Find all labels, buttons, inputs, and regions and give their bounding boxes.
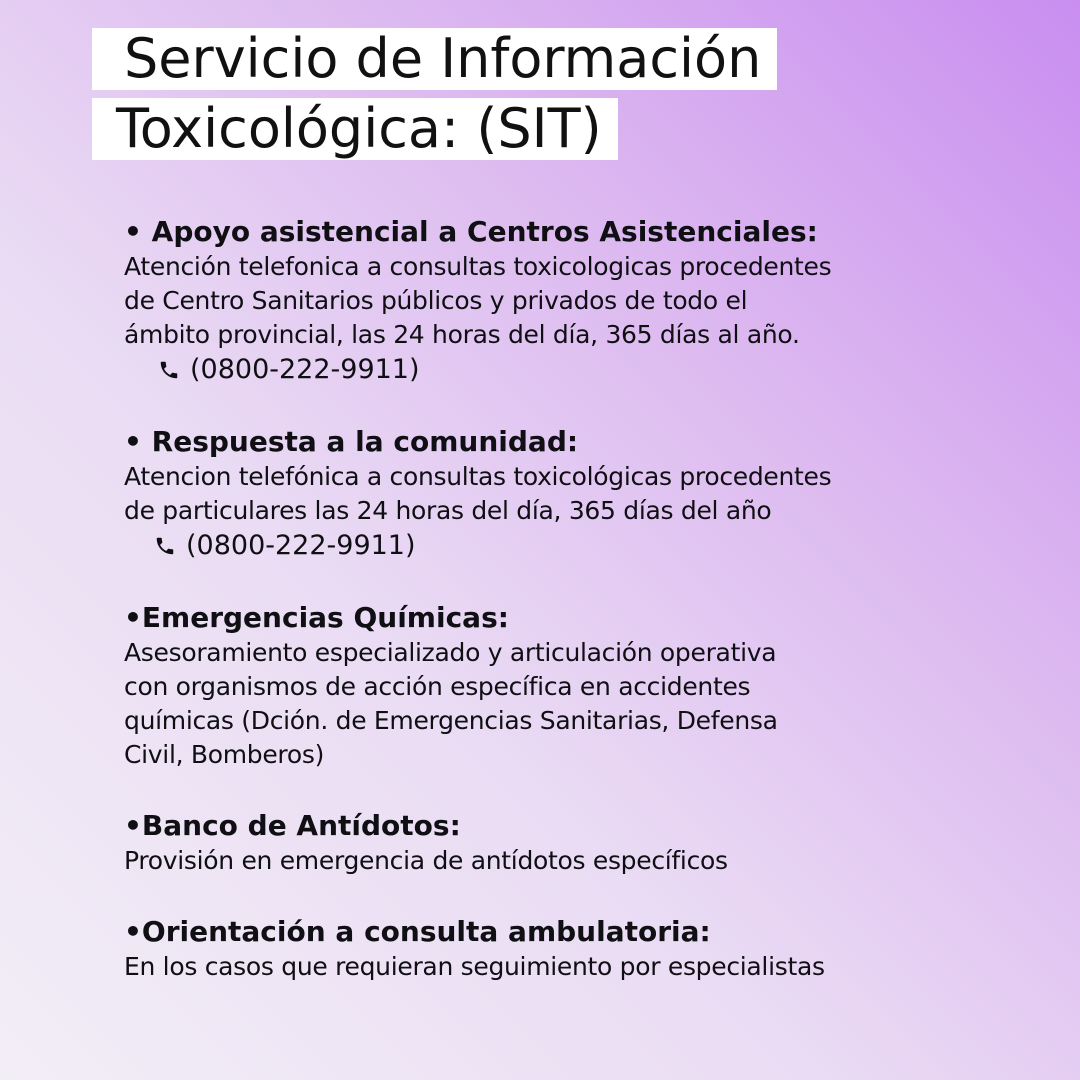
description-line: Civil, Bomberos): [124, 740, 325, 769]
phone-number-link[interactable]: [158, 352, 1024, 388]
description-line: de particulares las 24 horas del día, 365 días del año: [124, 496, 772, 525]
section-description: [124, 636, 1024, 772]
section-heading: •Orientación a consulta ambulatoria:: [124, 915, 711, 948]
section-apoyo-asistencial: [124, 214, 1024, 388]
page-title: [92, 28, 777, 160]
services-list: [124, 214, 1024, 1020]
description-line: con organismos de acción específica en accidentes: [124, 672, 751, 701]
section-heading: •Banco de Antídotos:: [124, 809, 461, 842]
section-orientacion-ambulatoria: [124, 914, 1024, 984]
description-line: Atención telefonica a consultas toxicologicas procedentes: [124, 252, 832, 281]
section-banco-antidotos: [124, 808, 1024, 878]
phone-number: (0800-222-9911): [190, 354, 420, 385]
section-description: [124, 950, 1024, 984]
phone-number: (0800-222-9911): [186, 530, 416, 561]
section-heading: • Respuesta a la comunidad:: [124, 425, 579, 458]
description-line: de Centro Sanitarios públicos y privados de todo el: [124, 286, 748, 315]
description-line: Provisión en emergencia de antídotos específicos: [124, 846, 728, 875]
phone-number-link[interactable]: [154, 528, 1024, 564]
title-line-1: Servicio de Información: [92, 28, 777, 90]
phone-icon: [158, 359, 180, 381]
description-line: ámbito provincial, las 24 horas del día, 365 días al año.: [124, 320, 800, 349]
section-heading: • Apoyo asistencial a Centros Asistenciales:: [124, 215, 818, 248]
description-line: Asesoramiento especializado y articulación operativa: [124, 638, 777, 667]
title-line-2: Toxicológica: (SIT): [92, 98, 618, 160]
section-description: [124, 250, 1024, 352]
description-line: químicas (Dción. de Emergencias Sanitarias, Defensa: [124, 706, 778, 735]
section-heading: •Emergencias Químicas:: [124, 601, 509, 634]
section-description: [124, 844, 1024, 878]
section-description: [124, 460, 1024, 528]
section-respuesta-comunidad: [124, 424, 1024, 564]
section-emergencias-quimicas: [124, 600, 1024, 772]
description-line: En los casos que requieran seguimiento por especialistas: [124, 952, 825, 981]
description-line: Atencion telefónica a consultas toxicológicas procedentes: [124, 462, 832, 491]
phone-icon: [154, 535, 176, 557]
